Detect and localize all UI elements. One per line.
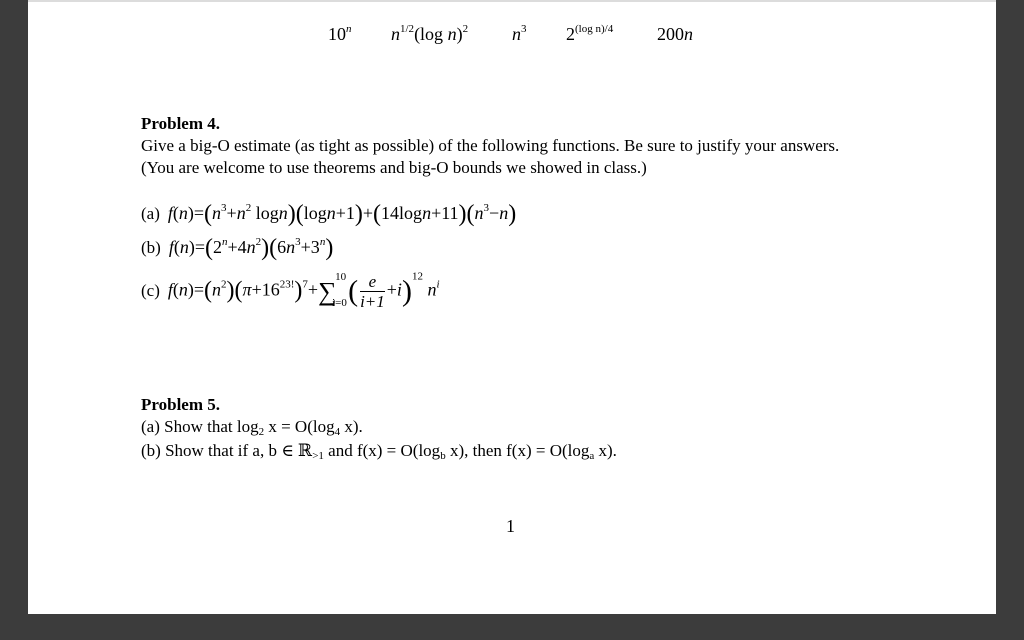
problem-5-title: Problem 5. — [141, 395, 221, 414]
problem-4a: (a) $f(n)=(n^3+n^2$ $\log n)(\log n+1)+(14\log n+11)(n^3-n)$ — [141, 201, 517, 227]
problem-4c: (c) $f(n)=(n^2)(\pi+16^{23!})^7+\sum$ 10 i=0 ( $\frac{e}{i+1}$ +i)$^{12}$ $n^i$ — [141, 270, 440, 311]
problem-5a: (a) Show that log2 x = O(log4 x). — [141, 417, 363, 438]
page-number: 1 — [506, 516, 515, 536]
summation-symbol: ∑ 10 i=0 — [318, 270, 347, 309]
previous-page-edge — [28, 0, 996, 2]
term-2-pow-logn-over-4: $2^{(log n)/4}$ — [566, 23, 614, 44]
term-200n: 200n — [657, 24, 693, 44]
document-page — [28, 0, 996, 614]
problem-4b: (b) $f(n)=(2^n+4n^2)(6n^3+3^n)$ — [141, 235, 334, 261]
problem-4-title: Problem 4. — [141, 114, 221, 133]
function-terms-row — [28, 24, 996, 50]
fraction-e-over-i-plus-1: $\frac{e}{i+1}$ — [360, 272, 385, 311]
term-n-cubed: $n^3$ — [512, 23, 527, 44]
problem-4-text: Give a big-O estimate (as tight as possible) of the following functions. Be sure to justify your answers. (You are welcome to use theorems and big-O bounds we showed in class.) — [141, 136, 840, 177]
term-10-pow-n: 10$^n$ — [328, 23, 352, 44]
problem-5b: (b) Show that if a, b ∈ ℝ>1 and f(x) = O(logb x), then f(x) = O(loga x). — [141, 441, 617, 462]
term-sqrt-n-log-squared: $n^{1/2}(\log$ n)$^2$ — [391, 23, 469, 44]
